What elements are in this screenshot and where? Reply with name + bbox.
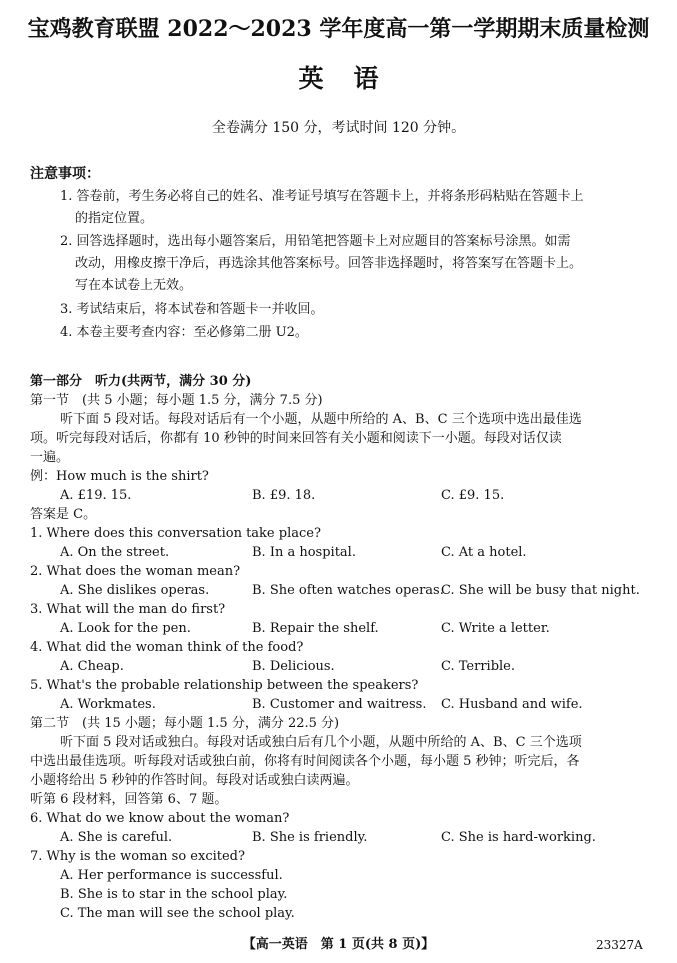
question-5-option-b: B. Customer and waitress. <box>252 697 427 712</box>
question-6-option-b: B. She is friendly. <box>252 830 368 845</box>
note-line: 1. 答卷前，考生务必将自己的姓名、准考证号填写在答题卡上，并将条形码粘贴在答题卡上 <box>60 189 584 204</box>
exam-title: 宝鸡教育联盟 2022～2023 学年度高一第一学期期末质量检测 <box>27 16 650 42</box>
example-answer: 答案是 C。 <box>30 507 97 522</box>
question-2: 2. What does the woman mean? <box>30 564 241 579</box>
question-7-option-c: C. The man will see the school play. <box>60 906 295 921</box>
example-option-a: A. £19. 15. <box>60 488 132 503</box>
page-footer: 【高一英语 第 1 页(共 8 页)】 <box>242 937 435 952</box>
instruction-line: 听下面 5 段对话。每段对话后有一个小题，从题中所给的 A、B、C 三个选项中选出最佳选 <box>60 412 582 427</box>
question-6-option-a: A. She is careful. <box>60 830 173 845</box>
question-3-option-b: B. Repair the shelf. <box>252 621 379 636</box>
question-2-option-a: A. She dislikes operas. <box>60 583 210 598</box>
instruction-line: 听下面 5 段对话或独白。每段对话或独白后有几个小题，从题中所给的 A、B、C 三个选项 <box>60 735 582 750</box>
instruction-line: 小题将给出 5 秒钟的作答时间。每段对话或独白读两遍。 <box>30 773 359 788</box>
question-1-option-b: B. In a hospital. <box>252 545 356 560</box>
note-line: 4. 本卷主要考查内容：至必修第二册 U2。 <box>60 325 308 340</box>
note-line: 的指定位置。 <box>75 211 154 226</box>
question-6: 6. What do we know about the woman? <box>30 811 290 826</box>
note-line: 写在本试卷上无效。 <box>75 278 193 293</box>
note-item <box>60 322 660 344</box>
question-7-option-b: B. She is to star in the school play. <box>60 887 288 902</box>
part1-title: 第一部分 听力(共两节，满分 30 分) <box>30 374 252 389</box>
question-3-option-c: C. Write a letter. <box>441 621 550 636</box>
question-4-option-a: A. Cheap. <box>60 659 124 674</box>
note-item <box>60 186 660 230</box>
section2-instructions <box>30 733 650 790</box>
question-4-option-b: B. Delicious. <box>252 659 335 674</box>
material-intro: 听第 6 段材料，回答第 6、7 题。 <box>30 792 228 807</box>
question-5-option-a: A. Workmates. <box>60 697 156 712</box>
section1-instructions <box>30 410 650 467</box>
exam-meta: 全卷满分 150 分，考试时间 120 分钟。 <box>211 120 466 136</box>
instruction-line: 项。听完每段对话后，你都有 10 秒钟的时间来回答有关小题和阅读下一小题。每段对话仅读 <box>30 431 562 446</box>
question-2-option-c: C. She will be busy that night. <box>441 583 640 598</box>
question-1-option-a: A. On the street. <box>60 545 170 560</box>
question-4: 4. What did the woman think of the food? <box>30 640 304 655</box>
question-7-option-a: A. Her performance is successful. <box>60 868 283 883</box>
question-1-option-c: C. At a hotel. <box>441 545 527 560</box>
note-line: 3. 考试结束后，将本试卷和答题卡一并收回。 <box>60 302 324 317</box>
example-option-c: C. £9. 15. <box>441 488 505 503</box>
question-3: 3. What will the man do first? <box>30 602 226 617</box>
question-6-option-c: C. She is hard-working. <box>441 830 596 845</box>
question-5: 5. What's the probable relationship between the speakers? <box>30 678 419 693</box>
example-question: 例：How much is the shirt? <box>30 469 209 484</box>
notes-title: 注意事项： <box>30 166 100 182</box>
instruction-line: 中选出最佳选项。听每段对话或独白前，你将有时间阅读各个小题，每小题 5 秒钟；听完后，各 <box>30 754 580 769</box>
question-3-option-a: A. Look for the pen. <box>60 621 191 636</box>
question-7: 7. Why is the woman so excited? <box>30 849 245 864</box>
paper-code: 23327A <box>596 938 643 952</box>
section2-heading: 第二节 (共 15 小题；每小题 1.5 分，满分 22.5 分) <box>30 716 340 731</box>
section1-heading: 第一节 (共 5 小题；每小题 1.5 分，满分 7.5 分) <box>30 393 323 408</box>
note-line: 2. 回答选择题时，选出每小题答案后，用铅笔把答题卡上对应题目的答案标号涂黑。如需 <box>60 234 571 249</box>
question-2-option-b: B. She often watches operas. <box>252 583 444 598</box>
question-4-option-c: C. Terrible. <box>441 659 515 674</box>
question-5-option-c: C. Husband and wife. <box>441 697 583 712</box>
instruction-line: 一遍。 <box>30 450 70 465</box>
question-1: 1. Where does this conversation take place? <box>30 526 321 541</box>
note-line: 改动，用橡皮擦干净后，再选涂其他答案标号。回答非选择题时，将答案写在答题卡上。 <box>75 256 583 271</box>
subject-title: 英语 <box>298 64 409 93</box>
note-item <box>60 299 660 321</box>
note-item <box>60 231 660 297</box>
example-option-b: B. £9. 18. <box>252 488 316 503</box>
